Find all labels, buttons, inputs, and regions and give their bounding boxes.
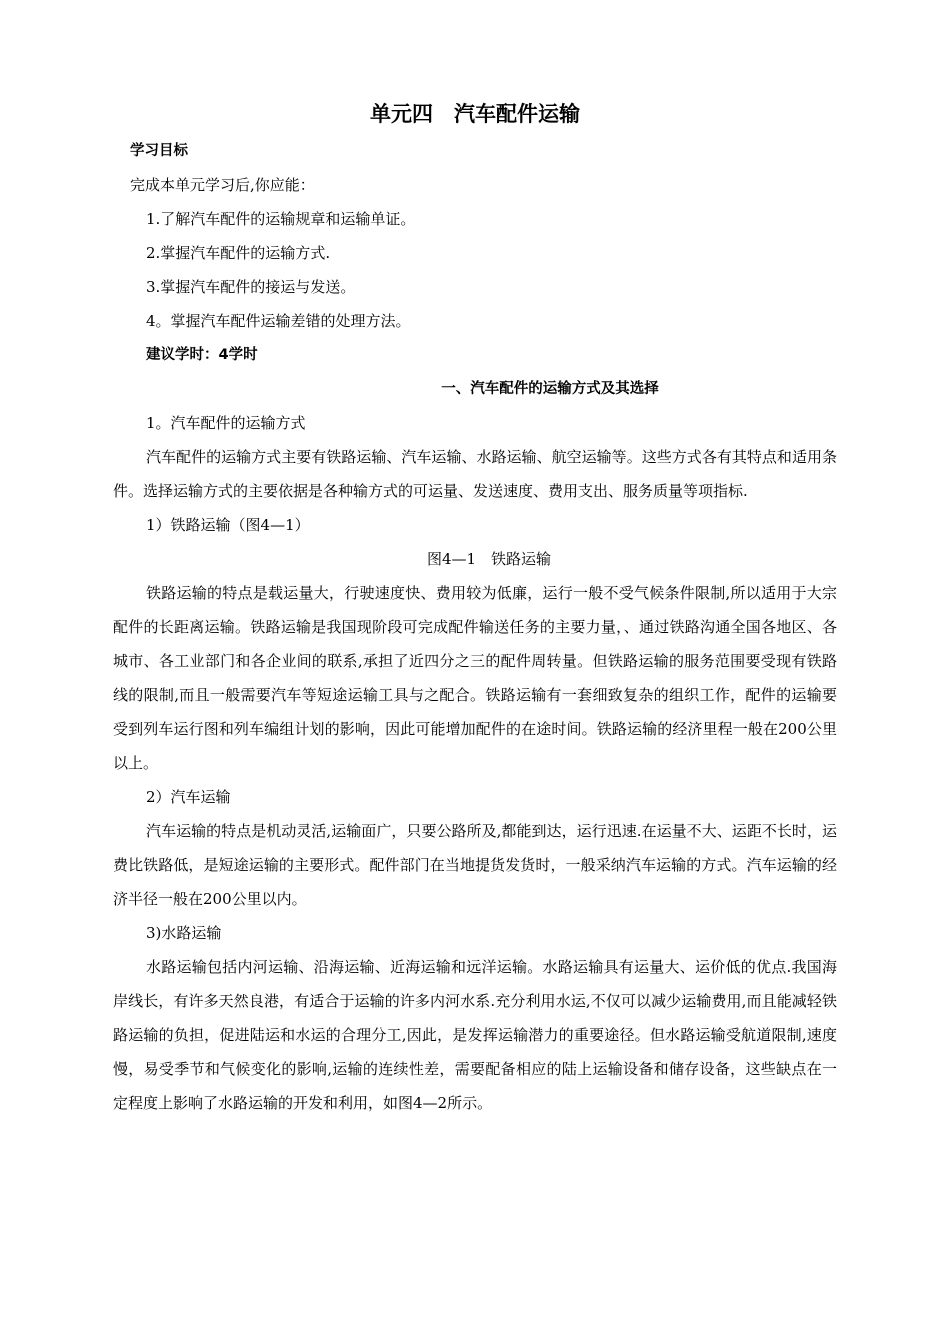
paragraph-transport-methods: 汽车配件的运输方式主要有铁路运输、汽车运输、水路运输、航空运输等。这些方式各有其特点和适用条件。选择运输方式的主要依据是各种输方式的可运量、发送速度、费用支出、服务质量等项指标. <box>113 448 837 500</box>
paragraph-water: 水路运输包括内河运输、沿海运输、近海运输和远洋运输。水路运输具有运量大、运价低的优点.我国海岸线长，有许多天然良港，有适合于运输的许多内河水系.充分利用水运,不仅可以减少运输费用,而且能减轻铁路运输的负担，促进陆运和水运的合理分工,因此，是发挥运输潜力的重要途径。但水路运输受航道限制,速度慢，易受季节和气候变化的影响,运输的连续性差，需要配备相应的陆上运输设备和储存设备，这些缺点在一定程度上影响了水路运输的开发和利用，如图4—2所示。 <box>113 958 837 1112</box>
truck-heading: 2）汽车运输 <box>146 788 231 806</box>
section-title: 一、汽车配件的运输方式及其选择 <box>441 381 659 397</box>
objective-item: 3.掌握汽车配件的接运与发送。 <box>146 278 356 296</box>
suggested-hours: 建议学时：4学时 <box>146 347 258 363</box>
objective-item: 4。掌握汽车配件运输差错的处理方法。 <box>146 312 411 330</box>
objective-item: 2.掌握汽车配件的运输方式. <box>146 244 331 262</box>
page-title: 单元四 汽车配件运输 <box>370 102 580 126</box>
figure-caption: 图4—1 铁路运输 <box>426 550 552 568</box>
objective-item: 1.了解汽车配件的运输规章和运输单证。 <box>146 210 416 228</box>
water-heading: 3)水路运输 <box>146 924 222 942</box>
subsection-heading: 1。汽车配件的运输方式 <box>146 414 306 432</box>
objectives-heading: 学习目标 <box>130 143 188 159</box>
objectives-intro: 完成本单元学习后,你应能： <box>130 176 315 194</box>
paragraph-truck: 汽车运输的特点是机动灵活,运输面广，只要公路所及,都能到达，运行迅速.在运量不大、运距不长时，运费比铁路低，是短途运输的主要形式。配件部门在当地提货发货时，一般采纳汽车运输的方式。汽车运输的经济半径一般在200公里以内。 <box>113 822 837 908</box>
paragraph-rail: 铁路运输的特点是载运量大，行驶速度快、费用较为低廉，运行一般不受气候条件限制,所以适用于大宗配件的长距离运输。铁路运输是我国现阶段可完成配件输送任务的主要力量，、通过铁路沟通全国各地区、各城市、各工业部门和各企业间的联系,承担了近四分之三的配件周转量。但铁路运输的服务范围要受现有铁路线的限制,而且一般需要汽车等短途运输工具与之配合。铁路运输有一套细致复杂的组织工作，配件的运输要受到列车运行图和列车编组计划的影响，因此可能增加配件的在途时间。铁路运输的经济里程一般在200公里以上。 <box>113 584 837 772</box>
rail-heading: 1）铁路运输（图4—1） <box>146 516 310 534</box>
